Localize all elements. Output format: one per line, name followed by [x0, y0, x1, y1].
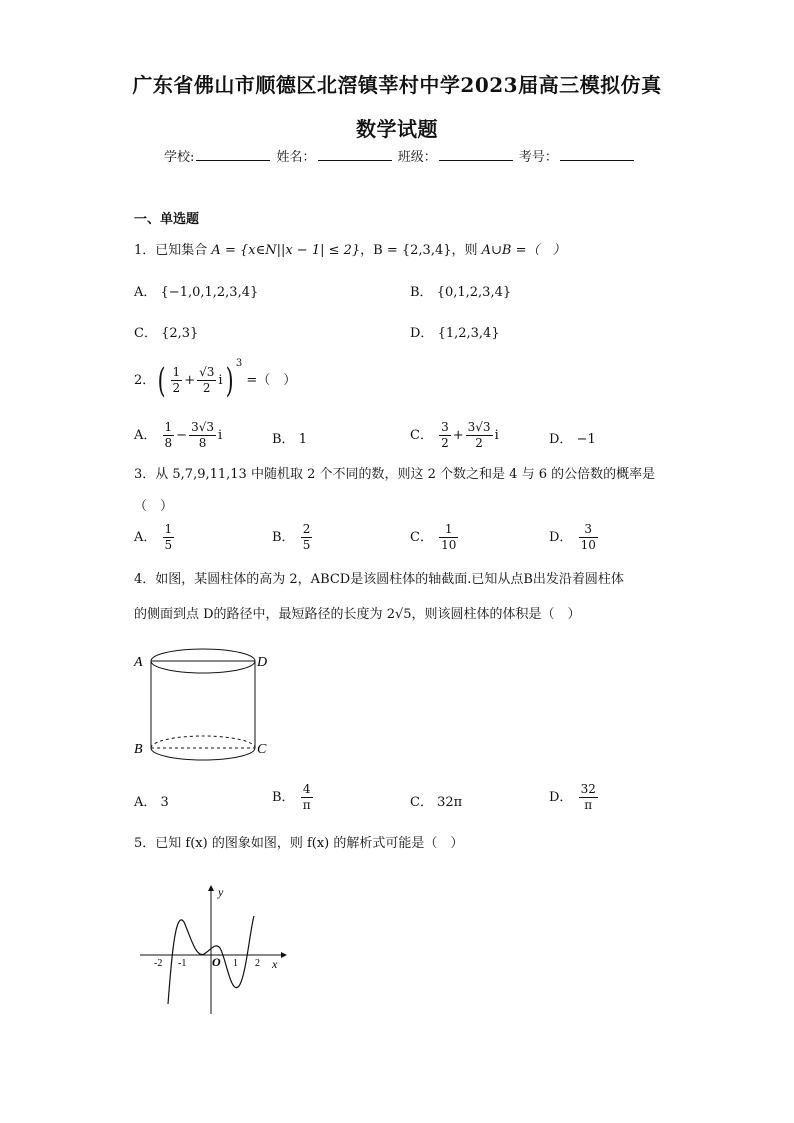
label-c: C — [257, 742, 267, 757]
question-4-stem-line2: 的侧面到点 D的路径中，最短路径的长度为 2√5，则该圆柱体的体积是（ ） — [134, 607, 581, 622]
numerator: 1 — [439, 522, 458, 538]
frac — [439, 522, 458, 553]
q4-option-d[interactable] — [549, 782, 600, 813]
question-3-stem-line2: （ ） — [134, 499, 174, 514]
frac — [163, 522, 175, 553]
frac — [466, 420, 493, 451]
option-label: A． — [134, 530, 157, 545]
frac — [301, 522, 313, 553]
school-field[interactable] — [196, 148, 270, 161]
q2-frac-b — [197, 365, 216, 396]
frac — [579, 782, 598, 813]
question-2-stem — [134, 358, 297, 401]
page-title: 广东省佛山市顺德区北滘镇莘村中学2023届高三模拟仿真 — [132, 73, 662, 97]
q2-option-b[interactable] — [272, 428, 307, 447]
numerator: 3√3 — [191, 420, 214, 434]
option-label: D． — [549, 530, 573, 545]
denominator: 2 — [441, 436, 449, 450]
denominator: 8 — [164, 436, 173, 450]
q1-set-b: ，B = {2,3,4}，则 — [360, 243, 478, 258]
q1-prefix: 1．已知集合 — [134, 243, 208, 258]
q4-option-a[interactable] — [134, 791, 169, 810]
q2-option-c[interactable] — [410, 420, 499, 451]
exponent: 3 — [235, 358, 243, 369]
question-5-stem: 5．已知 f(x) 的图象如图，则 f(x) 的解析式可能是（ ） — [134, 836, 464, 851]
denominator: π — [302, 798, 311, 812]
origin-label: O — [212, 955, 221, 969]
q2-suffix: =（ ） — [246, 373, 297, 388]
imag-unit: i — [218, 373, 223, 388]
left-paren: ( — [157, 360, 166, 401]
q3-option-c[interactable] — [410, 522, 460, 553]
denominator: 5 — [302, 538, 311, 552]
frac — [439, 420, 451, 451]
frac — [579, 522, 598, 553]
q1-option-d[interactable] — [410, 322, 500, 341]
option-label: C． — [410, 795, 433, 810]
class-field[interactable] — [439, 148, 513, 161]
q1-option-c[interactable] — [134, 322, 198, 341]
option-label: B． — [410, 285, 433, 300]
option-label: D． — [549, 432, 573, 447]
denominator: 5 — [164, 538, 173, 552]
option-label: A． — [134, 285, 157, 300]
option-text: {−1,0,1,2,3,4} — [160, 285, 259, 300]
option-text: {0,1,2,3,4} — [436, 285, 512, 300]
label-b: B — [134, 742, 143, 757]
option-text: {2,3} — [161, 326, 199, 341]
denominator: 2 — [475, 436, 483, 450]
tick-label-1: 1 — [233, 958, 238, 969]
label-a: A — [134, 655, 143, 670]
y-axis-label: y — [218, 885, 224, 899]
q1-ask: A∪B =（ ） — [481, 243, 566, 258]
numerator: 3 — [579, 522, 598, 538]
option-label: A． — [134, 795, 157, 810]
numerator: 2 — [302, 522, 311, 536]
section-title: 一、单选题 — [134, 212, 200, 227]
q3-option-b[interactable] — [272, 522, 314, 553]
numerator: √3 — [199, 365, 215, 379]
option-text: {1,2,3,4} — [437, 326, 500, 341]
q3-option-d[interactable] — [549, 522, 600, 553]
label-d: D — [257, 655, 268, 670]
option-label: C． — [134, 326, 157, 341]
denominator: 10 — [580, 538, 596, 552]
numerator: 4 — [301, 782, 313, 798]
class-label: 班级： — [397, 150, 437, 165]
right-paren: ) — [225, 360, 234, 401]
denominator: 2 — [202, 381, 211, 395]
denominator: 10 — [441, 538, 457, 552]
imag-unit: i — [218, 428, 223, 443]
q4-option-c[interactable] — [410, 791, 462, 810]
denominator: 8 — [198, 436, 207, 450]
q1-option-a[interactable] — [134, 281, 258, 300]
option-label: C． — [410, 530, 433, 545]
option-text: 1 — [298, 432, 307, 447]
denominator: π — [584, 798, 593, 812]
plus: + — [184, 373, 196, 388]
operator: − — [176, 428, 188, 443]
q4-option-b[interactable] — [272, 782, 315, 813]
option-label: D． — [410, 326, 434, 341]
option-label: B． — [272, 530, 295, 545]
tick-label-2: 2 — [255, 958, 260, 969]
school-label: 学校: — [164, 150, 195, 165]
exam-number-field[interactable] — [560, 148, 634, 161]
option-text: 32π — [437, 795, 463, 810]
q3-option-a[interactable] — [134, 522, 176, 553]
x-axis-label: x — [272, 957, 278, 971]
option-text: 3 — [160, 795, 169, 810]
numerator: 3 — [441, 420, 449, 434]
cylinder-figure — [128, 645, 278, 765]
imag-unit: i — [494, 428, 499, 443]
frac — [189, 420, 216, 451]
cylinder-bottom-front — [151, 748, 255, 760]
q2-option-d[interactable] — [549, 428, 596, 447]
tick-label-neg2: -2 — [154, 958, 163, 969]
numerator: 1 — [164, 420, 173, 434]
q2-prefix: 2． — [134, 373, 156, 388]
option-label: D． — [549, 790, 573, 805]
numerator: 1 — [164, 522, 173, 536]
frac — [301, 782, 313, 813]
option-label: B． — [272, 790, 295, 805]
option-label: A． — [134, 428, 157, 443]
option-label: B． — [272, 432, 295, 447]
name-field[interactable] — [318, 148, 392, 161]
operator: + — [452, 428, 464, 443]
tick-label-neg1: -1 — [178, 958, 187, 969]
q1-set-a: A = {x∈N||x − 1| ≤ 2} — [211, 243, 361, 258]
numerator: 1 — [172, 365, 181, 379]
option-text: −1 — [576, 432, 596, 447]
exam-number-label: 考号： — [518, 150, 558, 165]
question-1-stem — [134, 239, 566, 258]
name-label: 姓名： — [276, 150, 316, 165]
numerator: 32 — [580, 782, 596, 796]
student-info-row — [164, 146, 636, 165]
page-subtitle: 数学试题 — [356, 117, 438, 141]
numerator: 3√3 — [467, 420, 491, 434]
q2-option-a[interactable] — [134, 420, 222, 451]
q2-frac-a — [171, 365, 183, 396]
option-label: C． — [410, 428, 433, 443]
cylinder-bottom-back — [151, 736, 255, 748]
frac — [163, 420, 175, 451]
denominator: 2 — [172, 381, 181, 395]
question-3-stem-line1: 3．从 5,7,9,11,13 中随机取 2 个不同的数，则这 2 个数之和是 4 与 6 的公倍数的概率是 — [134, 467, 656, 482]
function-graph — [136, 880, 296, 1020]
q1-option-b[interactable] — [410, 281, 511, 300]
question-4-stem-line1: 4．如图，某圆柱体的高为 2，ABCD是该圆柱体的轴截面.已知从点B出发沿着圆柱体 — [134, 572, 624, 587]
